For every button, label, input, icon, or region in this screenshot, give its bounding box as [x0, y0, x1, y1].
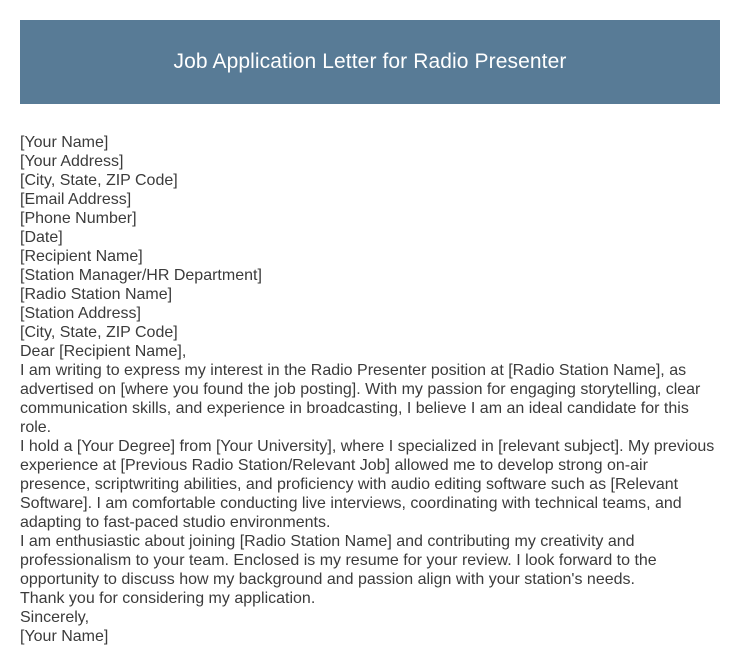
recipient-department: [Station Manager/HR Department]	[20, 267, 262, 284]
recipient-name: [Recipient Name]	[20, 248, 143, 265]
sender-address: [Your Address]	[20, 153, 124, 170]
page-title: Job Application Letter for Radio Presenter	[173, 50, 567, 73]
sign-off: Sincerely,	[20, 609, 90, 626]
sender-phone: [Phone Number]	[20, 210, 137, 227]
signature-name: [Your Name]	[20, 628, 109, 645]
thank-you-line: Thank you for considering my application.	[20, 590, 316, 607]
sender-email: [Email Address]	[20, 191, 132, 208]
sender-city-state-zip: [City, State, ZIP Code]	[20, 172, 178, 189]
recipient-station-address: [Station Address]	[20, 305, 141, 322]
recipient-city-state-zip: [City, State, ZIP Code]	[20, 324, 178, 341]
salutation: Dear [Recipient Name],	[20, 343, 187, 360]
letter-date: [Date]	[20, 229, 63, 246]
body-paragraph-closing: I am enthusiastic about joining [Radio Station Name] and contributing my creativity and professionalism to your team. Enclosed is my resume for your review. I look forward to the opportunity to discuss how my background and passion align with your station's needs.	[20, 533, 657, 588]
letter-body	[20, 133, 722, 646]
recipient-station-name: [Radio Station Name]	[20, 286, 173, 303]
sender-name: [Your Name]	[20, 134, 109, 151]
title-banner	[20, 20, 720, 104]
body-paragraph-intro: I am writing to express my interest in the Radio Presenter position at [Radio Station Name], as advertised on [where you found the job posting]. With my passion for engaging storytelling, clear communication skills, and experience in broadcasting, I believe I am an ideal candidate for this role.	[20, 362, 701, 436]
body-paragraph-experience: I hold a [Your Degree] from [Your University], where I specialized in [relevant subject]. My previous experience at [Previous Radio Station/Relevant Job] allowed me to develop strong on-air presence, scriptwriting abilities, and proficiency with audio editing software such as [Relevant Software]. I am comfortable conducting live interviews, coordinating with technical teams, and adapting to fast-paced studio environments.	[20, 438, 715, 531]
